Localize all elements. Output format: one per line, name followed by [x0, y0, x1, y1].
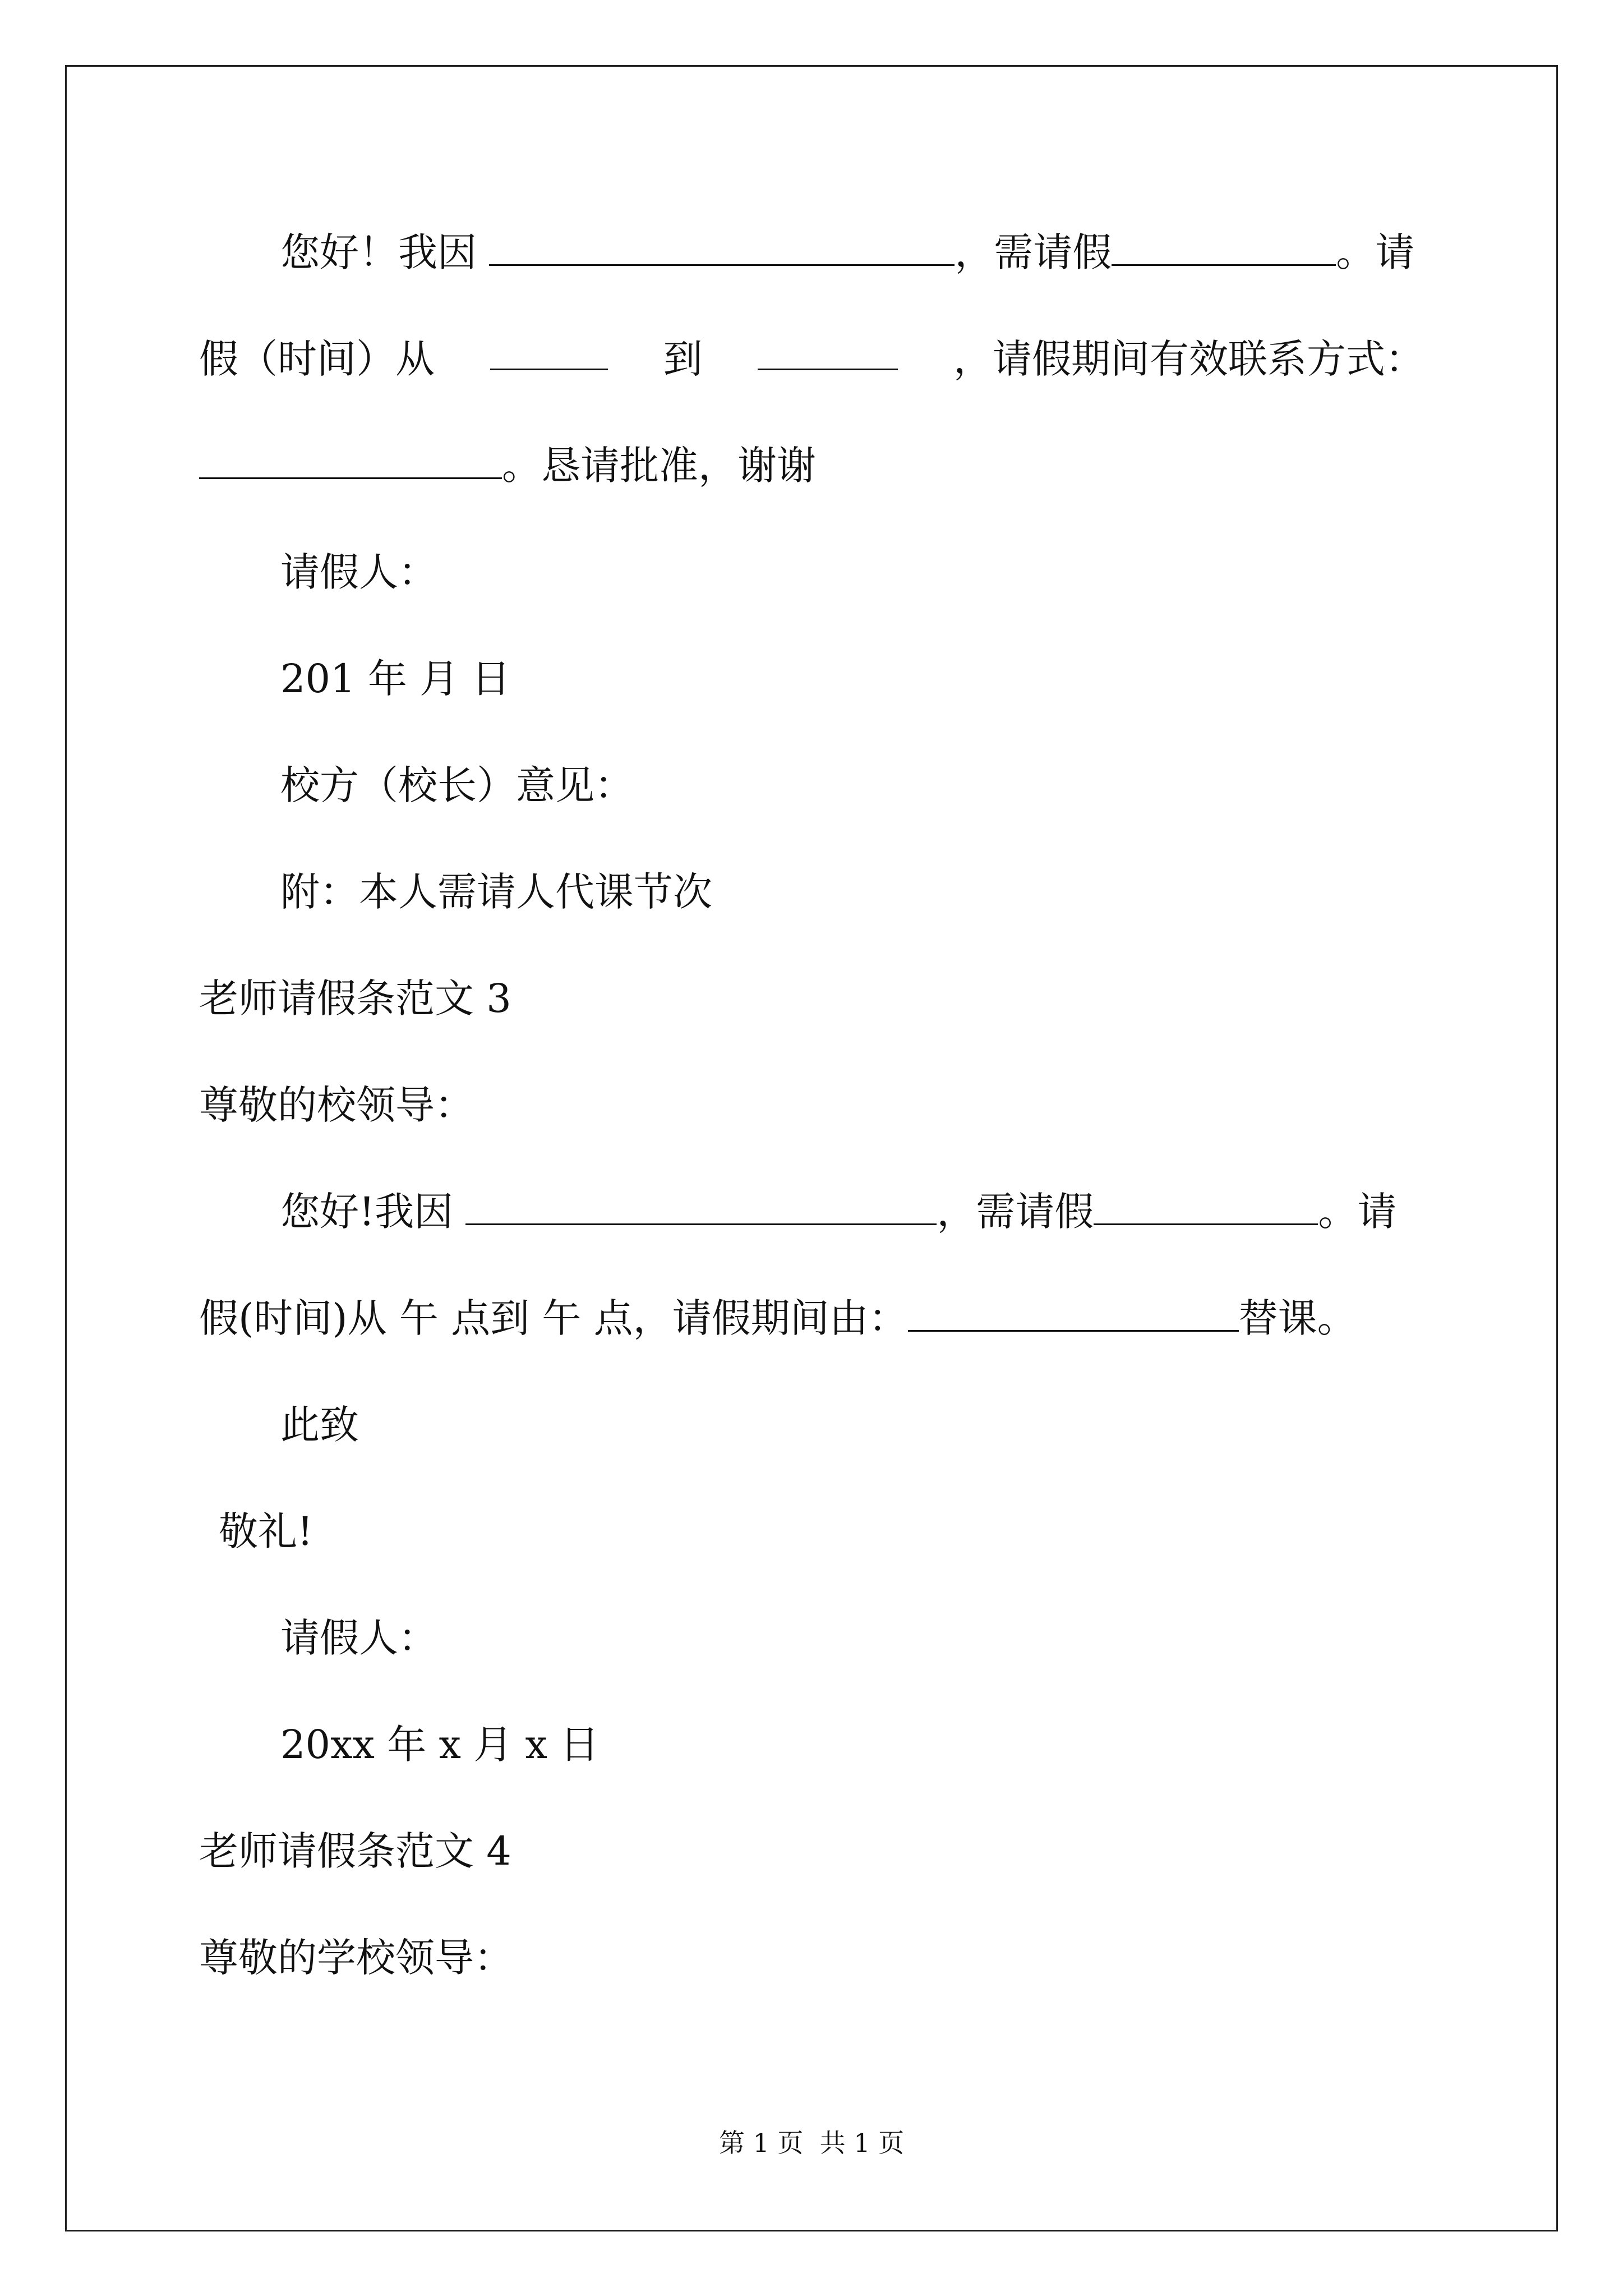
letter3-line1 [280, 1186, 1396, 1237]
blank-contact [199, 443, 502, 479]
letter3-applicant: 请假人： [280, 1615, 437, 1661]
letter2-line3-b: 。恳请批准，谢谢 [502, 443, 816, 489]
letter3-title: 老师请假条范文 3 [199, 976, 511, 1022]
letter3-line2-b: 替课。 [1238, 1295, 1357, 1341]
letter3-line1-b: ，需请假 [937, 1189, 1094, 1235]
letter2-applicant: 请假人： [280, 549, 437, 595]
blank-duration-3 [1094, 1189, 1318, 1225]
blank-substitute [908, 1295, 1239, 1332]
letter4-salutation: 尊敬的学校领导： [199, 1935, 513, 1981]
letter2-line2-b: 到 [663, 336, 703, 382]
letter4-title: 老师请假条范文 4 [199, 1828, 511, 1874]
letter3-line2 [199, 1293, 1357, 1343]
blank-from [490, 334, 608, 370]
letter2-school-opinion: 校方（校长）意见： [280, 762, 634, 808]
letter2-line2 [199, 334, 1424, 384]
letter3-line2-a: 假(时间)从 午 点到 午 点，请假期间由： [199, 1295, 908, 1341]
letter3-closing2: 敬礼! [219, 1508, 313, 1554]
blank-duration [1112, 229, 1336, 266]
letter3-salutation: 尊敬的校领导： [199, 1082, 474, 1128]
letter2-line2-a: 假（时间）从 [199, 336, 435, 382]
letter3-line1-a: 您好!我因 [280, 1189, 454, 1235]
letter3-date: 20xx 年 x 月 x 日 [280, 1722, 600, 1768]
letter2-line3 [199, 440, 816, 491]
letter3-line1-c: 。请 [1318, 1189, 1397, 1235]
letter2-line1-c: 。请 [1336, 229, 1415, 275]
letter2-line1-b: ，需请假 [955, 229, 1112, 275]
letter2-line2-c: ，请假期间有效联系方式： [953, 336, 1424, 382]
letter2-line1-a: 您好！我因 [280, 229, 477, 275]
letter2-date: 201 年 月 日 [280, 656, 511, 702]
letter2-note: 附：本人需请人代课节次 [280, 869, 712, 915]
blank-to [758, 334, 898, 370]
blank-reason [489, 229, 955, 266]
letter2-line1 [280, 227, 1414, 278]
page-border [65, 65, 1558, 2231]
letter3-closing1: 此致 [280, 1402, 359, 1448]
page-footer: 第 1 页 共 1 页 [718, 2128, 905, 2158]
blank-reason-3 [465, 1189, 937, 1225]
